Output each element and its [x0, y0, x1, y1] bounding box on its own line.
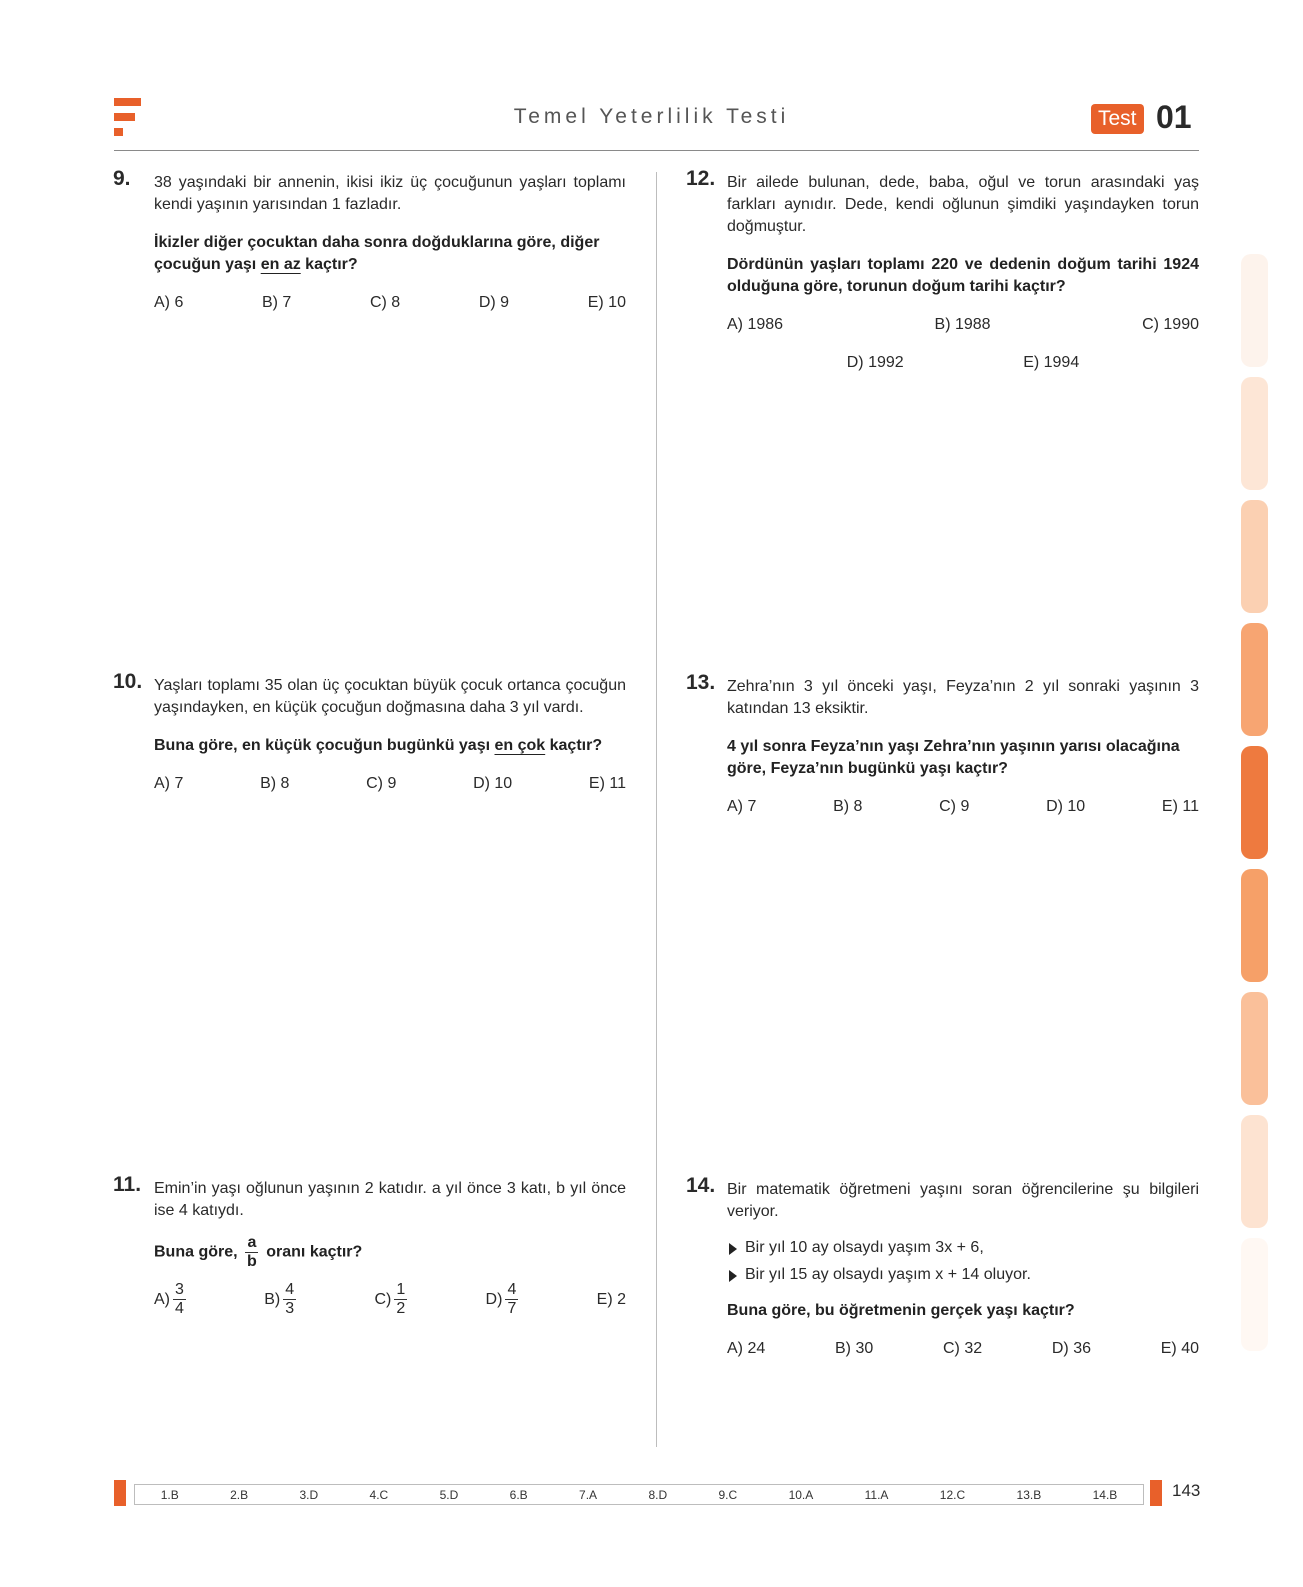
option-e[interactable]: E) 11	[1161, 798, 1199, 815]
option-a[interactable]: A) 7	[727, 798, 757, 815]
answer-key-item: 12.C	[939, 1487, 966, 1502]
answer-key-item: 7.A	[579, 1487, 598, 1502]
column-divider	[656, 172, 657, 1447]
side-tab[interactable]	[1241, 1238, 1268, 1351]
answer-options	[154, 1281, 626, 1318]
question-number: 10.	[113, 670, 143, 693]
question-stem: Emin’in yaşı oğlunun yaşının 2 katıdır. a yıl önce 3 katı, b yıl önce ise 4 katıydı.	[154, 1180, 626, 1219]
question-ask: İkizler diğer çocuktan daha sonra doğduklarına göre, diğer çocuğun yaşı en az kaçtır?	[154, 234, 600, 273]
answer-key-item: 13.B	[1016, 1487, 1042, 1502]
option-c[interactable]: C) 1990	[1142, 316, 1199, 333]
option-b[interactable]: B) 8	[260, 775, 290, 792]
answer-key-item: 5.D	[439, 1487, 459, 1502]
question-stem: 38 yaşındaki bir annenin, ikisi ikiz üç çocuğunun yaşları toplamı kendi yaşının yarısından 1 fazladır.	[154, 174, 626, 213]
option-d[interactable]: D) 10	[1046, 798, 1086, 815]
answer-key-item: 6.B	[509, 1487, 528, 1502]
option-a[interactable]: A) 6	[154, 294, 184, 311]
answer-key-item: 14.B	[1092, 1487, 1118, 1502]
question-ask: Dördünün yaşları toplamı 220 ve dedenin doğum tarihi 1924 olduğuna göre, torunun doğum tarihi kaçtır?	[727, 256, 1199, 295]
question-stem: Yaşları toplamı 35 olan üç çocuktan büyük çocuk ortanca çocuğun yaşındayken, en küçük çocuğun doğmasına daha 3 yıl vardı.	[154, 677, 626, 716]
answer-options	[154, 292, 626, 314]
question-ask: Buna göre, $\frac{a}{b}$ oranı kaçtır?	[154, 1234, 363, 1270]
option-d[interactable]: D) 1992	[846, 354, 904, 371]
side-tab[interactable]	[1241, 1115, 1268, 1228]
option-a[interactable]: A) 24	[727, 1340, 766, 1357]
question-number: 14.	[686, 1174, 716, 1197]
option-d[interactable]: D) $\frac{4}{7}$	[485, 1281, 517, 1317]
question-number: 11.	[113, 1173, 142, 1196]
side-tab[interactable]	[1241, 377, 1268, 490]
bullet-item: Bir yıl 10 ay olsaydı yaşım 3x + 6,	[727, 1237, 1199, 1259]
option-a[interactable]: A) 1986	[727, 316, 784, 333]
answer-key-item: 9.C	[718, 1487, 738, 1502]
question-9	[113, 167, 626, 314]
option-d[interactable]: D) 9	[478, 294, 510, 311]
question-ask: Buna göre, en küçük çocuğun bugünkü yaşı en çok kaçtır?	[154, 737, 603, 754]
option-e[interactable]: E) 1994	[1023, 354, 1080, 371]
footer-mark-right	[1150, 1480, 1162, 1506]
answer-options	[727, 796, 1199, 818]
option-e[interactable]: E) 10	[587, 294, 626, 311]
option-c[interactable]: C) 32	[943, 1340, 983, 1357]
side-tab[interactable]	[1241, 623, 1268, 736]
side-tab[interactable]	[1241, 992, 1268, 1105]
test-badge: Test	[1091, 104, 1144, 134]
option-a[interactable]: A) $\frac{3}{4}$	[154, 1281, 184, 1317]
test-number: 01	[1156, 99, 1192, 135]
question-14	[686, 1174, 1199, 1360]
answer-options-row-1	[727, 314, 1199, 336]
question-10	[113, 670, 626, 795]
answer-key-item: 1.B	[160, 1487, 179, 1502]
option-b[interactable]: B) $\frac{4}{3}$	[264, 1281, 295, 1317]
question-stem: Bir ailede bulunan, dede, baba, oğul ve torun arasındaki yaş farkları aynıdır. Dede, kendi oğlunun şimdiki yaşındayken torun doğmuştur.	[727, 174, 1199, 235]
info-bullets	[727, 1237, 1199, 1286]
option-e[interactable]: E) 40	[1160, 1340, 1199, 1357]
emphasis: en az	[260, 256, 301, 273]
option-c[interactable]: C) 9	[366, 775, 397, 792]
question-stem: Zehra’nın 3 yıl önceki yaşı, Feyza’nın 2 yıl sonraki yaşının 3 katından 13 eksiktir.	[727, 678, 1199, 717]
side-tab[interactable]	[1241, 254, 1268, 367]
answer-options	[727, 1338, 1199, 1360]
answer-key-item: 2.B	[230, 1487, 249, 1502]
question-ask: Buna göre, bu öğretmenin gerçek yaşı kaçtır?	[727, 1302, 1075, 1319]
triangle-bullet-icon	[729, 1243, 737, 1255]
option-c[interactable]: C) 9	[939, 798, 970, 815]
question-ask: 4 yıl sonra Feyza’nın yaşı Zehra’nın yaşının yarısı olacağına göre, Feyza’nın bugünkü yaşı kaçtır?	[727, 738, 1180, 777]
page-number: 143	[1172, 1481, 1201, 1500]
option-a[interactable]: A) 7	[154, 775, 184, 792]
side-tab[interactable]	[1241, 500, 1268, 613]
answer-key-item: 10.A	[788, 1487, 814, 1502]
option-d[interactable]: D) 10	[473, 775, 513, 792]
side-tab[interactable]	[1241, 869, 1268, 982]
triangle-bullet-icon	[729, 1270, 737, 1282]
option-b[interactable]: B) 1988	[934, 316, 991, 333]
question-number: 12.	[686, 167, 716, 190]
footer-mark-left	[114, 1480, 126, 1506]
answer-options	[154, 773, 626, 795]
header-rule	[114, 150, 1199, 151]
question-stem: Bir matematik öğretmeni yaşını soran öğrencilerine şu bilgileri veriyor.	[727, 1181, 1199, 1220]
question-11	[113, 1173, 626, 1318]
question-number: 9.	[113, 167, 131, 190]
side-tab-active[interactable]	[1241, 746, 1268, 859]
logo-bar-bottom	[114, 128, 123, 136]
answer-key-item: 3.D	[299, 1487, 319, 1502]
option-b[interactable]: B) 8	[833, 798, 863, 815]
option-e[interactable]: E) 2	[596, 1290, 626, 1308]
question-number: 13.	[686, 671, 716, 694]
answer-options-row-2	[727, 352, 1199, 374]
emphasis: en çok	[494, 737, 546, 754]
fraction-a-over-b: $\frac{a}{b}$	[247, 1234, 257, 1270]
header-title: Temel Yeterlilik Testi	[513, 105, 790, 128]
answer-key-item: 11.A	[864, 1487, 889, 1502]
option-e[interactable]: E) 11	[588, 775, 626, 792]
option-b[interactable]: B) 30	[835, 1340, 874, 1357]
answer-key	[134, 1484, 1144, 1505]
option-d[interactable]: D) 36	[1051, 1340, 1091, 1357]
question-12	[686, 167, 1199, 374]
question-13	[686, 671, 1199, 818]
option-b[interactable]: B) 7	[261, 294, 292, 311]
option-c[interactable]: C) $\frac{1}{2}$	[374, 1281, 406, 1317]
option-c[interactable]: C) 8	[369, 294, 401, 311]
answer-key-item: 4.C	[369, 1487, 389, 1502]
bullet-item: Bir yıl 15 ay olsaydı yaşım x + 14 oluyor.	[727, 1264, 1199, 1286]
answer-key-item: 8.D	[648, 1487, 668, 1502]
